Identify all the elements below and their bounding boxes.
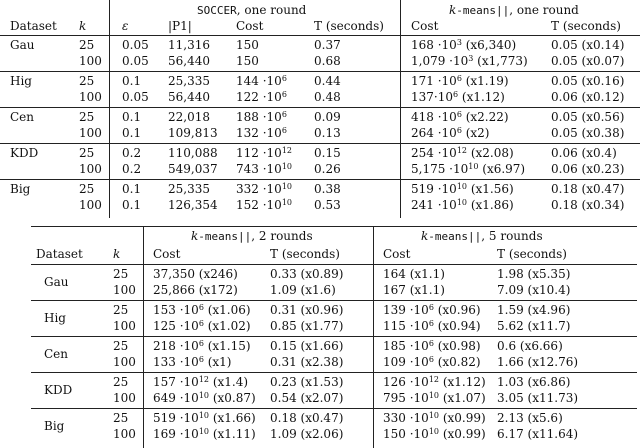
cell-5round-cost <box>383 283 445 297</box>
cell-kmeans-time: 0.05 (x0.14) <box>551 38 625 52</box>
cell-2round-cost-base: 133 ·10 <box>153 355 199 369</box>
cell-soccer-cost-exponent: 6 <box>281 110 287 119</box>
cell-kmeans-cost <box>411 38 516 52</box>
cell-eps: 0.05 <box>122 54 149 68</box>
cell-2round-cost <box>153 267 238 281</box>
cell-5round-cost <box>383 375 486 389</box>
cell-k: 100 <box>113 283 136 297</box>
cell-soccer-cost <box>236 110 287 124</box>
group-header-kmeans-one-round-algorithm: -means|| <box>456 4 510 17</box>
cell-soccer-cost-exponent: 6 <box>281 74 287 83</box>
cell-k: 100 <box>79 126 102 140</box>
cell-k: 25 <box>113 339 129 353</box>
cell-2round-time: 0.23 (x1.53) <box>270 375 344 389</box>
cell-soccer-time: 0.53 <box>314 198 341 212</box>
cell-5round-time: 6.17 (x11.64) <box>497 427 579 441</box>
cell-5round-time: 7.09 (x10.4) <box>497 283 571 297</box>
cell-kmeans-cost <box>411 162 525 176</box>
cell-2round-cost-exponent: 6 <box>198 355 204 364</box>
cell-kmeans-cost-ratio: (x2) <box>461 126 490 140</box>
cell-5round-time: 1.66 (x12.76) <box>497 355 579 369</box>
cell-kmeans-cost-ratio: (x2.22) <box>461 110 509 124</box>
cell-kmeans-time: 0.06 (x0.12) <box>551 90 625 104</box>
cell-k: 100 <box>113 427 136 441</box>
cell-2round-cost-ratio: (x0.87) <box>209 391 256 405</box>
cell-5round-time: 2.13 (x5.6) <box>497 411 563 425</box>
cell-5round-time: 1.59 (x4.96) <box>497 303 571 317</box>
header-rule <box>31 264 637 265</box>
group-header-kmeans-one-round-prefix: k <box>449 3 457 17</box>
cell-5round-cost-exponent: 6 <box>428 319 434 328</box>
cell-2round-cost <box>153 339 251 353</box>
dataset-cell: Gau <box>10 38 35 52</box>
cell-soccer-cost <box>236 126 287 140</box>
cell-2round-time: 1.09 (x1.6) <box>270 283 336 297</box>
header-rule <box>0 35 640 36</box>
cell-5round-cost-exponent: 10 <box>428 411 439 420</box>
cell-k: 100 <box>113 391 136 405</box>
cell-soccer-time: 0.13 <box>314 126 341 140</box>
group-header-soccer-algorithm: SOCCER <box>197 4 237 17</box>
column-header-6: Cost <box>411 19 439 33</box>
cell-2round-time: 0.33 (x0.89) <box>270 267 344 281</box>
column-header-5: T (seconds) <box>497 247 567 261</box>
dataset-cell: KDD <box>10 146 39 160</box>
cell-5round-cost-exponent: 6 <box>428 339 434 348</box>
cell-5round-cost <box>383 339 481 353</box>
cell-eps: 0.1 <box>122 182 142 196</box>
cell-kmeans-cost-base: 1,079 ·10 <box>411 54 469 68</box>
group-rule <box>0 107 640 108</box>
group-header-kmeans-5-rounds-suffix: , 5 rounds <box>481 229 543 243</box>
cell-2round-cost-exponent: 10 <box>198 427 209 436</box>
column-header-5: T (seconds) <box>314 19 384 33</box>
cell-soccer-cost-exponent: 12 <box>281 146 292 155</box>
cell-eps: 0.2 <box>122 146 142 160</box>
cell-kmeans-cost-base: 241 ·10 <box>411 198 457 212</box>
cell-kmeans-time: 0.05 (x0.56) <box>551 110 625 124</box>
cell-5round-cost-ratio: (x0.99) <box>439 411 486 425</box>
group-header-kmeans-5-rounds-algorithm: -means|| <box>428 230 482 243</box>
cell-kmeans-time: 0.06 (x0.23) <box>551 162 625 176</box>
cell-soccer-cost <box>236 162 292 176</box>
cell-soccer-cost <box>236 182 292 196</box>
cell-soccer-cost-base: 132 ·10 <box>236 126 282 140</box>
cell-kmeans-time: 0.18 (x0.34) <box>551 198 625 212</box>
cell-kmeans-time: 0.05 (x0.07) <box>551 54 625 68</box>
cell-eps: 0.2 <box>122 162 142 176</box>
divider-rounds <box>373 226 374 448</box>
cell-kmeans-cost-base: 519 ·10 <box>411 182 457 196</box>
cell-2round-cost-exponent: 6 <box>198 319 204 328</box>
cell-kmeans-cost-exponent: 3 <box>456 38 462 47</box>
cell-5round-cost <box>383 319 481 333</box>
cell-kmeans-time: 0.05 (x0.38) <box>551 126 625 140</box>
cell-2round-cost <box>153 283 238 297</box>
cell-2round-cost-base: 153 ·10 <box>153 303 199 317</box>
cell-k: 25 <box>113 375 129 389</box>
cell-soccer-cost <box>236 54 259 68</box>
cell-5round-cost-base: 150 ·10 <box>383 427 429 441</box>
cell-kmeans-cost-base: 137·10 <box>411 90 453 104</box>
group-rule <box>31 300 637 301</box>
cell-5round-time: 3.05 (x11.73) <box>497 391 579 405</box>
cell-kmeans-cost-base: 418 ·10 <box>411 110 457 124</box>
cell-kmeans-time: 0.06 (x0.4) <box>551 146 617 160</box>
cell-kmeans-cost-ratio: (x1.12) <box>458 90 505 104</box>
cell-soccer-cost <box>236 74 287 88</box>
cell-p1: 126,354 <box>168 198 218 212</box>
cell-eps: 0.05 <box>122 38 149 52</box>
cell-soccer-cost-base: 332 ·10 <box>236 182 282 196</box>
cell-5round-cost-ratio: (x1.12) <box>439 375 486 389</box>
cell-5round-cost-exponent: 12 <box>428 375 439 384</box>
cell-kmeans-time: 0.18 (x0.47) <box>551 182 625 196</box>
cell-2round-cost-ratio: (x1.4) <box>209 375 249 389</box>
cell-2round-cost-base: 649 ·10 <box>153 391 199 405</box>
dataset-cell: Hig <box>10 74 32 88</box>
dataset-cell: Big <box>10 182 31 196</box>
cell-soccer-cost-exponent: 6 <box>281 126 287 135</box>
cell-2round-cost-exponent: 10 <box>198 391 209 400</box>
cell-p1: 25,335 <box>168 182 210 196</box>
cell-5round-cost-exponent: 6 <box>428 303 434 312</box>
cell-2round-cost-ratio: (x1.15) <box>203 339 251 353</box>
cell-2round-cost-exponent: 6 <box>198 339 204 348</box>
cell-soccer-time: 0.37 <box>314 38 341 52</box>
cell-5round-cost-base: 330 ·10 <box>383 411 429 425</box>
cell-soccer-cost <box>236 146 292 160</box>
column-header-7: T (seconds) <box>551 19 621 33</box>
group-rule <box>31 408 637 409</box>
cell-2round-cost-ratio: (x1.66) <box>209 411 256 425</box>
cell-k: 25 <box>79 38 95 52</box>
cell-kmeans-cost-ratio: (x6,340) <box>461 38 517 52</box>
group-header-kmeans-2-rounds-suffix: , 2 rounds <box>251 229 313 243</box>
cell-p1: 11,316 <box>168 38 210 52</box>
cell-2round-cost <box>153 427 256 441</box>
cell-5round-cost-base: 109 ·10 <box>383 355 429 369</box>
cell-kmeans-cost-exponent: 10 <box>456 182 467 191</box>
cell-k: 25 <box>79 74 95 88</box>
column-header-4: Cost <box>236 19 264 33</box>
cell-k: 100 <box>79 198 102 212</box>
cell-kmeans-cost <box>411 90 505 104</box>
cell-2round-cost-base: 125 ·10 <box>153 319 199 333</box>
column-header-0: Dataset <box>10 19 57 33</box>
cell-soccer-cost-exponent: 6 <box>281 90 287 99</box>
cell-kmeans-cost-ratio: (x6.97) <box>478 162 526 176</box>
cell-kmeans-cost-base: 171 ·10 <box>411 74 457 88</box>
column-header-1: k <box>113 247 121 261</box>
cell-k: 100 <box>79 162 102 176</box>
cell-2round-cost-base: 37,350 (x246) <box>153 267 238 281</box>
cell-2round-cost-exponent: 12 <box>198 375 209 384</box>
cell-5round-time: 1.03 (x6.86) <box>497 375 571 389</box>
cell-2round-cost-ratio: (x1.06) <box>203 303 251 317</box>
cell-5round-time: 5.62 (x11.7) <box>497 319 571 333</box>
group-header-kmeans-one-round-suffix: , one round <box>509 3 579 17</box>
cell-5round-cost-base: 185 ·10 <box>383 339 429 353</box>
cell-soccer-cost-base: 144 ·10 <box>236 74 282 88</box>
cell-5round-cost <box>383 267 445 281</box>
cell-5round-cost-base: 795 ·10 <box>383 391 429 405</box>
cell-soccer-cost-base: 112 ·10 <box>236 146 282 160</box>
cell-kmeans-cost <box>411 74 509 88</box>
cell-kmeans-cost-ratio: (x1,773) <box>473 54 528 68</box>
divider-algorithms <box>400 0 401 218</box>
cell-5round-cost-ratio: (x0.96) <box>433 303 481 317</box>
cell-soccer-time: 0.26 <box>314 162 341 176</box>
cell-2round-cost-ratio: (x1.02) <box>203 319 251 333</box>
cell-kmeans-cost-ratio: (x1.56) <box>467 182 514 196</box>
cell-2round-time: 0.31 (x2.38) <box>270 355 344 369</box>
cell-5round-cost-exponent: 10 <box>428 427 439 436</box>
cell-kmeans-cost-exponent: 6 <box>456 126 462 135</box>
cell-2round-cost <box>153 375 248 389</box>
dataset-cell: Gau <box>44 275 69 289</box>
cell-5round-cost-ratio: (x0.99) <box>439 427 486 441</box>
cell-2round-cost <box>153 319 251 333</box>
cell-soccer-cost <box>236 90 287 104</box>
group-header-kmeans-2-rounds-prefix: k <box>191 229 199 243</box>
group-header-soccer <box>197 3 306 18</box>
cell-kmeans-cost <box>411 146 514 160</box>
cell-kmeans-cost <box>411 54 528 68</box>
cell-kmeans-cost-base: 168 ·10 <box>411 38 457 52</box>
group-header-soccer-suffix: , one round <box>236 3 307 17</box>
dataset-cell: Hig <box>44 311 66 325</box>
cell-2round-time: 0.15 (x1.66) <box>270 339 344 353</box>
cell-p1: 549,037 <box>168 162 218 176</box>
cell-5round-cost-exponent: 6 <box>428 355 434 364</box>
column-header-4: Cost <box>383 247 411 261</box>
cell-kmeans-cost-base: 264 ·10 <box>411 126 457 140</box>
cell-soccer-time: 0.38 <box>314 182 341 196</box>
cell-5round-cost-ratio: (x0.98) <box>433 339 481 353</box>
cell-2round-cost-base: 169 ·10 <box>153 427 199 441</box>
cell-kmeans-time: 0.05 (x0.16) <box>551 74 625 88</box>
column-header-0: Dataset <box>36 247 83 261</box>
cell-5round-cost <box>383 427 486 441</box>
dataset-cell: Big <box>44 419 65 433</box>
cell-kmeans-cost-exponent: 6 <box>456 74 462 83</box>
column-header-3: |P1| <box>168 19 192 33</box>
cell-soccer-time: 0.15 <box>314 146 341 160</box>
cell-kmeans-cost-ratio: (x1.19) <box>461 74 509 88</box>
cell-2round-cost-base: 25,866 (x172) <box>153 283 238 297</box>
cell-soccer-time: 0.44 <box>314 74 341 88</box>
cell-5round-cost-ratio: (x1.07) <box>439 391 486 405</box>
cell-5round-cost-base: 139 ·10 <box>383 303 429 317</box>
cell-2round-time: 0.31 (x0.96) <box>270 303 344 317</box>
cell-2round-cost-ratio: (x1.11) <box>209 427 256 441</box>
cell-k: 100 <box>79 90 102 104</box>
cell-kmeans-cost-exponent: 6 <box>453 90 459 99</box>
cell-2round-cost-base: 157 ·10 <box>153 375 199 389</box>
group-rule <box>0 143 640 144</box>
cell-5round-cost-exponent: 10 <box>428 391 439 400</box>
cell-k: 25 <box>113 303 129 317</box>
cell-kmeans-cost-exponent: 6 <box>456 110 462 119</box>
cell-soccer-cost-base: 743 ·10 <box>236 162 282 176</box>
cell-kmeans-cost-base: 5,175 ·10 <box>411 162 469 176</box>
cell-kmeans-cost-exponent: 10 <box>456 198 467 207</box>
cell-soccer-time: 0.68 <box>314 54 341 68</box>
cell-k: 25 <box>79 110 95 124</box>
cell-soccer-cost-exponent: 10 <box>281 198 292 207</box>
cell-kmeans-cost-ratio: (x2.08) <box>467 146 514 160</box>
cell-soccer-cost-base: 152 ·10 <box>236 198 282 212</box>
group-header-kmeans-2-rounds-algorithm: -means|| <box>198 230 252 243</box>
group-header-kmeans-5-rounds-prefix: k <box>421 229 429 243</box>
column-header-2: Cost <box>153 247 181 261</box>
dataset-cell: Cen <box>10 110 35 124</box>
column-header-1: k <box>79 19 87 33</box>
cell-eps: 0.1 <box>122 126 142 140</box>
cell-p1: 109,813 <box>168 126 218 140</box>
dataset-cell: Cen <box>44 347 69 361</box>
cell-2round-cost-ratio: (x1) <box>203 355 232 369</box>
cell-kmeans-cost <box>411 110 509 124</box>
divider-dataset <box>143 226 144 448</box>
cell-2round-cost <box>153 411 256 425</box>
cell-soccer-cost-base: 150 <box>236 38 259 52</box>
cell-kmeans-cost-exponent: 10 <box>468 162 479 171</box>
group-rule <box>31 372 637 373</box>
cell-5round-cost-base: 164 (x1.1) <box>383 267 445 281</box>
cell-p1: 110,088 <box>168 146 218 160</box>
cell-p1: 56,440 <box>168 54 210 68</box>
cell-5round-cost-base: 126 ·10 <box>383 375 429 389</box>
group-header-kmeans-5-rounds <box>421 229 543 244</box>
group-header-kmeans-one-round <box>449 3 579 18</box>
cell-soccer-cost-exponent: 10 <box>281 182 292 191</box>
group-rule <box>31 336 637 337</box>
cell-2round-cost <box>153 355 232 369</box>
cell-5round-cost <box>383 303 481 317</box>
cell-5round-cost <box>383 391 486 405</box>
cell-kmeans-cost-exponent: 3 <box>468 54 474 63</box>
cell-k: 25 <box>113 267 129 281</box>
cell-k: 100 <box>113 319 136 333</box>
cell-5round-cost-base: 167 (x1.1) <box>383 283 445 297</box>
cell-soccer-cost <box>236 38 259 52</box>
cell-soccer-cost <box>236 198 292 212</box>
group-header-kmeans-2-rounds <box>191 229 313 244</box>
cell-k: 100 <box>79 54 102 68</box>
cell-5round-time: 1.98 (x5.35) <box>497 267 571 281</box>
column-header-3: T (seconds) <box>270 247 340 261</box>
cell-2round-time: 0.54 (x2.07) <box>270 391 344 405</box>
cell-p1: 25,335 <box>168 74 210 88</box>
cell-5round-cost <box>383 355 481 369</box>
cell-p1: 22,018 <box>168 110 210 124</box>
dataset-cell: KDD <box>44 383 73 397</box>
cell-5round-cost <box>383 411 486 425</box>
top-rule <box>31 226 637 227</box>
cell-k: 25 <box>79 182 95 196</box>
cell-soccer-cost-exponent: 10 <box>281 162 292 171</box>
cell-kmeans-cost-ratio: (x1.86) <box>467 198 514 212</box>
cell-k: 25 <box>79 146 95 160</box>
cell-eps: 0.1 <box>122 110 142 124</box>
cell-kmeans-cost-exponent: 12 <box>456 146 467 155</box>
cell-5round-cost-ratio: (x0.94) <box>433 319 481 333</box>
cell-p1: 56,440 <box>168 90 210 104</box>
cell-soccer-cost-base: 150 <box>236 54 259 68</box>
cell-soccer-time: 0.48 <box>314 90 341 104</box>
cell-eps: 0.1 <box>122 74 142 88</box>
cell-k: 100 <box>113 355 136 369</box>
group-rule <box>0 179 640 180</box>
cell-2round-cost-base: 218 ·10 <box>153 339 199 353</box>
cell-eps: 0.05 <box>122 90 149 104</box>
cell-2round-cost <box>153 391 256 405</box>
cell-2round-time: 1.09 (x2.06) <box>270 427 344 441</box>
cell-2round-cost <box>153 303 251 317</box>
cell-2round-cost-exponent: 6 <box>198 303 204 312</box>
cell-eps: 0.1 <box>122 198 142 212</box>
cell-soccer-time: 0.09 <box>314 110 341 124</box>
column-header-2: ε <box>122 19 129 33</box>
cell-kmeans-cost <box>411 198 514 212</box>
cell-k: 25 <box>113 411 129 425</box>
cell-2round-cost-exponent: 10 <box>198 411 209 420</box>
cell-2round-cost-base: 519 ·10 <box>153 411 199 425</box>
cell-2round-time: 0.85 (x1.77) <box>270 319 344 333</box>
cell-kmeans-cost <box>411 182 514 196</box>
group-rule <box>0 71 640 72</box>
cell-kmeans-cost-base: 254 ·10 <box>411 146 457 160</box>
cell-5round-cost-ratio: (x0.82) <box>433 355 481 369</box>
cell-2round-time: 0.18 (x0.47) <box>270 411 344 425</box>
cell-kmeans-cost <box>411 126 490 140</box>
divider-dataset <box>109 0 110 218</box>
cell-soccer-cost-base: 122 ·10 <box>236 90 282 104</box>
cell-5round-cost-base: 115 ·10 <box>383 319 429 333</box>
cell-soccer-cost-base: 188 ·10 <box>236 110 282 124</box>
cell-5round-time: 0.6 (x6.66) <box>497 339 563 353</box>
